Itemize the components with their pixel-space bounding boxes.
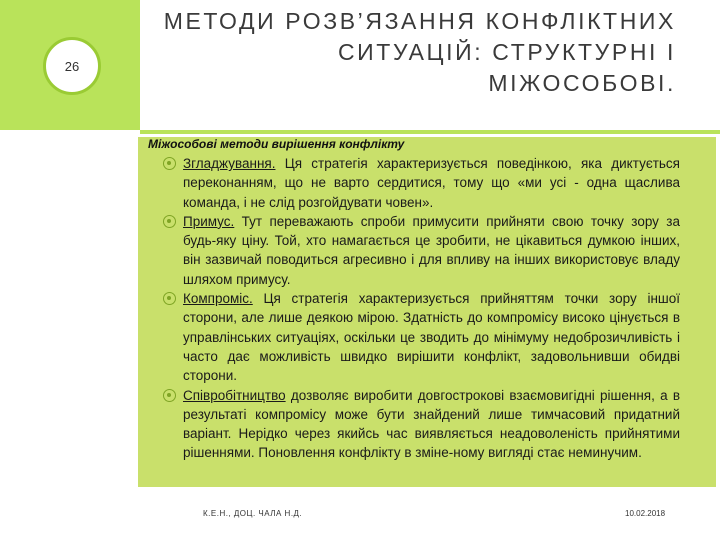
item-text: Ця стратегія характеризується прийняттям точки зору іншої сторони, але лише деякою мірою. Здатність до компромісу високо цінується в управлінських ситуаціях, оскільки це зводить до мінімуму недоброзичливість і часто дає можливість швидко вирішити конфлікт, задовольнивши обидві сторони. [183, 291, 680, 384]
bullet-icon [163, 215, 176, 228]
slide-number: 26 [64, 58, 80, 74]
item-text: дозволяє виробити довгострокові взаємовигідні рішення, а в результаті компромісу може бути знайдений лише тимчасовий придатний варіант. Нерідко через якийсь час виявляється неадоволеність прийнятими рішеннями. Поновлення конфлікту в зміне-ному вигляді стає неминучим. [183, 387, 680, 461]
list-item [138, 154, 716, 212]
list-item [138, 289, 716, 385]
bullet-icon [163, 389, 176, 402]
item-term: Компроміс. [183, 291, 253, 307]
bullet-icon [163, 157, 176, 170]
subheading: Міжособові методи вирішення конфлікту [148, 137, 405, 151]
list-item [138, 386, 716, 463]
content-panel [138, 137, 716, 487]
footer-author: К.Е.Н., ДОЦ. ЧАЛА Н.Д. [203, 509, 303, 518]
bullet-icon [163, 292, 176, 305]
item-term: Згладжування. [183, 156, 276, 171]
slide-title: МЕТОДИ РОЗВ’ЯЗАННЯ КОНФЛІКТНИХ СИТУАЦІЙ: СТРУКТУРНІ І МІЖОСОБОВІ. [163, 8, 676, 96]
item-term: Примус. [183, 213, 235, 229]
footer-date: 10.02.2018 [625, 509, 666, 518]
item-text: Тут переважають спроби примусити прийняти свою точку зору за будь-яку ціну. Той, хто намагається це зробити, не цікавиться думкою інших, він зазвичай поводиться агресивно і для впливу на інших використовує владу шляхом примусу. [183, 213, 680, 287]
divider-line [140, 130, 720, 134]
item-term: Співробітництво [183, 387, 286, 403]
bullet-list [138, 154, 716, 463]
slide-number-badge [43, 37, 101, 95]
list-item [138, 212, 716, 289]
item-text: Ця стратегія характеризується поведінкою, яка диктується переконанням, що не варто сердитися, тому що «ми усі - одна щаслива команда, і не слід розгойдувати човен». [183, 156, 680, 210]
